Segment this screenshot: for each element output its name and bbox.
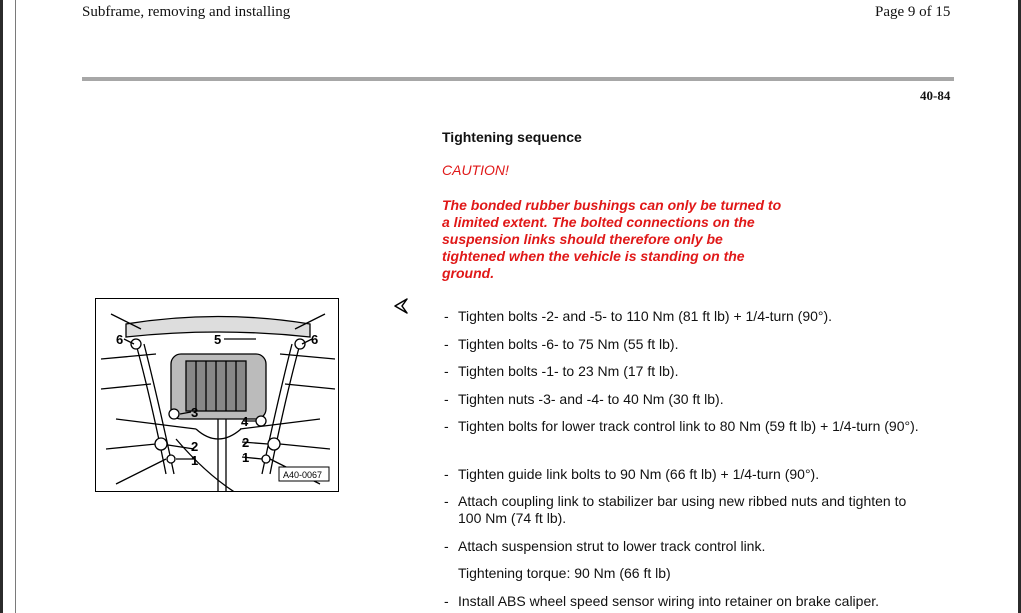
header-rule	[82, 77, 954, 81]
figure-code: A40-0067	[283, 470, 323, 480]
page-number: Page 9 of 15	[875, 4, 951, 20]
step-dash: -	[444, 336, 449, 352]
caution-label: CAUTION!	[442, 162, 509, 178]
step-text: Tighten bolts for lower track control link to 80 Nm (59 ft lb) + 1/4-turn (90°).	[458, 418, 919, 434]
doc-title: Subframe, removing and installing	[82, 4, 291, 20]
subframe-illustration	[96, 299, 339, 492]
step-dash: -	[444, 493, 449, 509]
step-text: Tighten bolts -2- and -5- to 110 Nm (81 ft lb) + 1/4-turn (90°).	[458, 308, 833, 324]
step-dash: -	[444, 308, 449, 324]
step-text: Attach coupling link to stabilizer bar using new ribbed nuts and tighten to 100 Nm (74 ft lb).	[458, 493, 907, 526]
callout-4: 4	[241, 414, 249, 429]
step-text: Tighten bolts -1- to 23 Nm (17 ft lb).	[458, 363, 679, 379]
step-text: Attach suspension strut to lower track control link.	[458, 538, 766, 554]
step-text: Tighten guide link bolts to 90 Nm (66 ft lb) + 1/4-turn (90°).	[458, 466, 820, 482]
step-dash: -	[444, 363, 449, 379]
step-dash: -	[444, 466, 449, 482]
step-dash: -	[444, 538, 449, 554]
step-dash: -	[444, 593, 449, 609]
section-heading: Tightening sequence	[442, 129, 582, 145]
callout-1-left: 1	[191, 453, 199, 468]
step-text: Tighten bolts -6- to 75 Nm (55 ft lb).	[458, 336, 679, 352]
caution-text: The bonded rubber bushings can only be turned to a limited extent. The bolted connections on the suspension links should therefore only be tightened when the vehicle is standing on the ground.	[442, 197, 782, 281]
callout-2-right: 2	[242, 435, 250, 450]
callout-6-right: 6	[311, 332, 319, 347]
reference-number: 40-84	[920, 88, 951, 103]
callout-1-right: 1	[242, 450, 250, 465]
callout-6-left: 6	[116, 332, 124, 347]
step-text: Tighten nuts -3- and -4- to 40 Nm (30 ft lb).	[458, 391, 724, 407]
mouse-cursor-icon	[394, 298, 408, 319]
callout-5: 5	[214, 332, 222, 347]
step-text: Install ABS wheel speed sensor wiring into retainer on brake caliper.	[458, 593, 880, 609]
callout-3: 3	[191, 405, 199, 420]
callout-2-left: 2	[191, 439, 199, 454]
torque-note: Tightening torque: 90 Nm (66 ft lb)	[458, 565, 671, 581]
subframe-diagram	[95, 298, 339, 492]
page-edge	[15, 0, 16, 613]
step-dash: -	[444, 391, 449, 407]
step-dash: -	[444, 418, 449, 434]
